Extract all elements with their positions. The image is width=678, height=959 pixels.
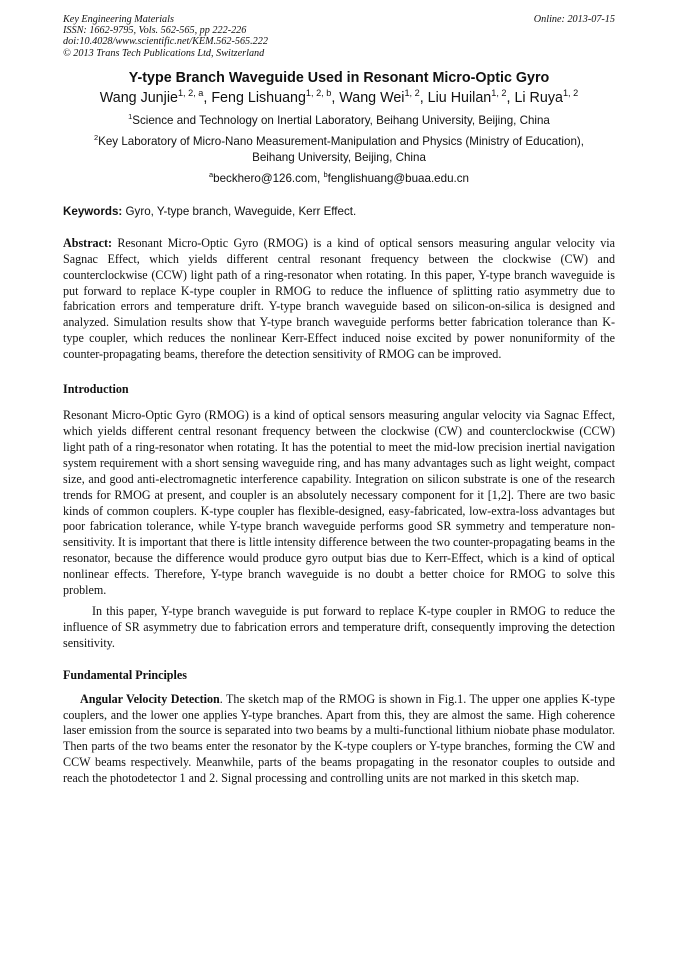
author-name: Liu Huilan [427, 89, 492, 106]
author-name: Wang Junjie [99, 89, 178, 106]
fundamental-principles-paragraph [63, 692, 615, 787]
journal-copyright: © 2013 Trans Tech Publications Ltd, Switzerland [63, 47, 265, 59]
author-emails [63, 171, 615, 187]
affiliation-2 [63, 134, 615, 165]
abstract [63, 236, 615, 363]
author-separator: , [203, 89, 212, 106]
journal-doi: doi:10.4028/www.scientific.net/KEM.562-565.222 [63, 36, 268, 48]
email-b: fenglishuang@buaa.edu.cn [327, 172, 469, 186]
affiliation-mark: 2 [94, 133, 99, 143]
author-affiliation-mark: 1, 2 [491, 88, 507, 99]
abstract-label: Abstract: [63, 235, 113, 250]
journal-name: Key Engineering Materials [63, 14, 174, 25]
abstract-text: Resonant Micro-Optic Gyro (RMOG) is a kind of optical sensors measuring angular velocity via Sagnac Effect, which yields different central resonant frequency between the clockwise (CW) and counterclockwise (CCW) light path of a ring-resonator when rotating. In this paper, Y-type branch waveguide is put forward to replace K-type coupler in RMOG to reduce the influence of splitting ratio asymmetry due to fabrication errors and temperature drift. Y-type branch waveguide based on silicon-on-silica is designed and analyzed. Simulation results show that Y-type branch waveguide performs better fabrication tolerance than K-type coupler, which reduces the nonlinear Kerr-Effect induced noise excited by power nonuniformity of the counter-propagating beams, therefore the detection sensitivity of RMOG can be improved. [63, 235, 616, 362]
author-affiliation-mark: 1, 2 [562, 88, 579, 99]
online-date: Online: 2013-07-15 [533, 14, 615, 25]
author-separator: , [331, 89, 340, 106]
affiliation-text: Key Laboratory of Micro-Nano Measurement-Manipulation and Physics (Ministry of Education), [98, 135, 584, 149]
email-mark: b [323, 170, 328, 180]
angular-velocity-detection-heading: Angular Velocity Detection [80, 691, 220, 706]
paper-page [63, 14, 615, 787]
email-a: beckhero@126.com, [213, 172, 321, 186]
author-name: Wang Wei [339, 89, 405, 106]
author-list [63, 90, 615, 106]
introduction-heading: Introduction [63, 382, 129, 397]
affiliation-mark: 1 [128, 111, 133, 121]
author-name: Li Ruya [514, 89, 563, 106]
author-affiliation-mark: 1, 2, a [177, 88, 204, 99]
author-separator: , [506, 89, 515, 106]
journal-header [63, 14, 615, 59]
journal-issn: ISSN: 1662-9795, Vols. 562-565, pp 222-226 [63, 25, 247, 37]
paper-title: Y-type Branch Waveguide Used in Resonant Micro-Optic Gyro [128, 69, 550, 86]
keywords-label: Keywords: [63, 204, 123, 218]
affiliation-text: Science and Technology on Inertial Laboratory, Beihang University, Beijing, China [132, 113, 550, 127]
introduction-paragraph-2: In this paper, Y-type branch waveguide is put forward to replace K-type coupler in RMOG to reduce the influence of SR asymmetry due to fabrication errors and temperature drift, consequently improving the detection sensitivity. [63, 603, 615, 650]
author-separator: , [419, 89, 428, 106]
author-name: Feng Lishuang [211, 89, 306, 106]
keywords-text: Gyro, Y-type branch, Waveguide, Kerr Effect. [125, 204, 357, 218]
fundamental-principles-heading: Fundamental Principles [63, 667, 187, 682]
affiliation-1 [63, 113, 615, 129]
fundamental-principles-text: . The sketch map of the RMOG is shown in Fig.1. The upper one applies K-type couplers, and the lower one applies Y-type branches. Apart from this, they are almost the same. High coherence laser emission from the source is separated into two beams by a multi-functional lithium niobate phase modulator. Then parts of the two beams enter the resonator by the K-type couplers or Y-type branches, forming the CW and CCW beams respectively. Meanwhile, parts of the beams propagating in the resonator couples to outside and reach the photodetector 1 and 2. Signal processing and controlling units are not marked in this sketch map. [63, 691, 616, 786]
introduction-paragraph-1: Resonant Micro-Optic Gyro (RMOG) is a kind of optical sensors measuring angular velocity via Sagnac Effect, which yields different central resonant frequency between the clockwise (CW) and counterclockwise (CCW) light path of a ring-resonator when rotating. It has the potential to meet the mid-low precision inertial navigation system requirement with a short sensing waveguide ring, and has many advantages such as light weight, compact size, and good anti-electromagnetic interference capability. Integration on silicon substrate is one of the research trends for RMOG at present, and coupler is an absolutely necessary component for it [1,2]. There are two basic kinds of common couplers. K-type coupler has flexible-designed, easy-fabricated, low-extra-loss advantages but poor fabrication tolerance, while Y-type branch waveguide performs good SR symmetry and temperature non-sensitivity. It is important that there is little intensity difference between the two counter-propagating beams in the resonator, because the difference would produce gyro output bias due to Kerr-Effect, which is a kind of optical nonlinear effects. Therefore, Y-type branch waveguide is no doubt a better choice for RMOG to solve this problem. [63, 408, 615, 598]
author-affiliation-mark: 1, 2, b [305, 88, 332, 99]
keywords [63, 205, 615, 218]
email-mark: a [209, 170, 214, 180]
affiliation-text-line2: Beihang University, Beijing, China [252, 150, 426, 164]
author-affiliation-mark: 1, 2 [404, 88, 420, 99]
